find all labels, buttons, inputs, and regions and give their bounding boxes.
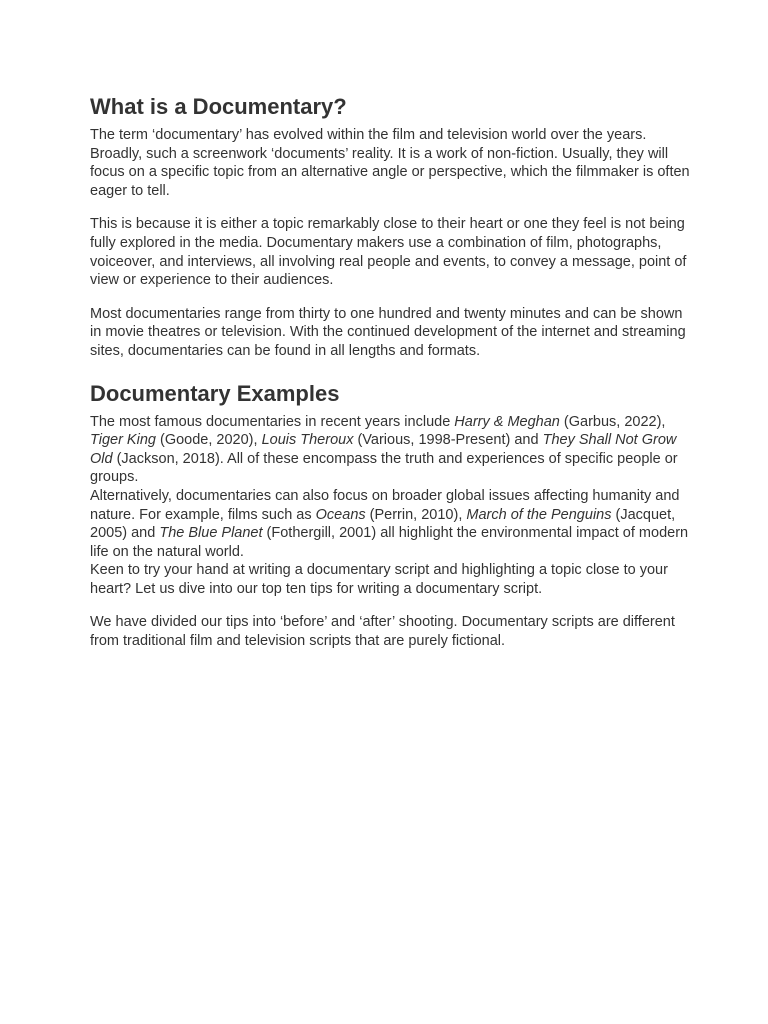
film-title: Harry & Meghan [454, 413, 560, 430]
film-title: They Shall Not Grow Old [90, 432, 677, 467]
paragraph-length-formats: Most documentaries range from thirty to one hundred and twenty minutes and can be shown in movie theatres or television. With the continued development of the internet and streaming sites, documentaries can be found in all lengths and formats. [90, 305, 686, 359]
text-run: (Garbus, 2022), [559, 413, 666, 430]
film-title: The Blue Planet [159, 525, 263, 542]
paragraph-before-after-shooting: We have divided our tips into ‘before’ and ‘after’ shooting. Documentary scripts are different from traditional film and television scripts that are purely fictional. [90, 614, 675, 650]
section-heading-what-is-documentary: What is a Documentary? [90, 94, 347, 119]
section-heading-documentary-examples: Documentary Examples [90, 380, 340, 406]
paragraph-global-issues [90, 487, 690, 561]
paragraph-definition: The term ‘documentary’ has evolved within the film and television world over the years. Broadly, such a screenwork ‘documents’ reality. It is a work of non-fiction. Usually, they will focus on a specific topic from an alternative angle or perspective, which the filmmaker is often eager to tell. [90, 127, 690, 199]
paragraph-top-ten-tips: Keen to try your hand at writing a documentary script and highlighting a topic close to your heart? Let us dive into our top ten tips for writing a documentary script. [90, 562, 668, 597]
paragraph-motivation: This is because it is either a topic remarkably close to their heart or one they feel is not being fully explored in the media. Documentary makers use a combination of film, photographs, voiceover, and interviews, all involving real people and events, to convey a message, point of view or experience to their audiences. [90, 216, 687, 289]
text-run: (Various, 1998-Present) and [353, 432, 543, 449]
text-run: Alternatively, documentaries can also focus on broader global issues affecting humanity and nature. For example, films such as [90, 487, 680, 523]
film-title: Tiger King [90, 432, 156, 449]
text-run: (Fothergill, 2001) all highlight the environmental impact of modern life on the natural world. [90, 525, 689, 560]
film-title: March of the Penguins [466, 506, 612, 523]
text-run: (Jackson, 2018). All of these encompass the truth and experiences of specific people or groups. [90, 450, 678, 486]
text-run: (Goode, 2020), [155, 432, 262, 449]
film-title: Oceans [315, 506, 366, 523]
text-run: (Perrin, 2010), [365, 506, 467, 523]
text-run: The most famous documentaries in recent years include [90, 413, 455, 430]
paragraph-famous-documentaries [90, 413, 690, 487]
text-run: (Jacquet, 2005) and [90, 506, 676, 542]
film-title: Louis Theroux [261, 432, 354, 449]
document-page [90, 92, 690, 666]
